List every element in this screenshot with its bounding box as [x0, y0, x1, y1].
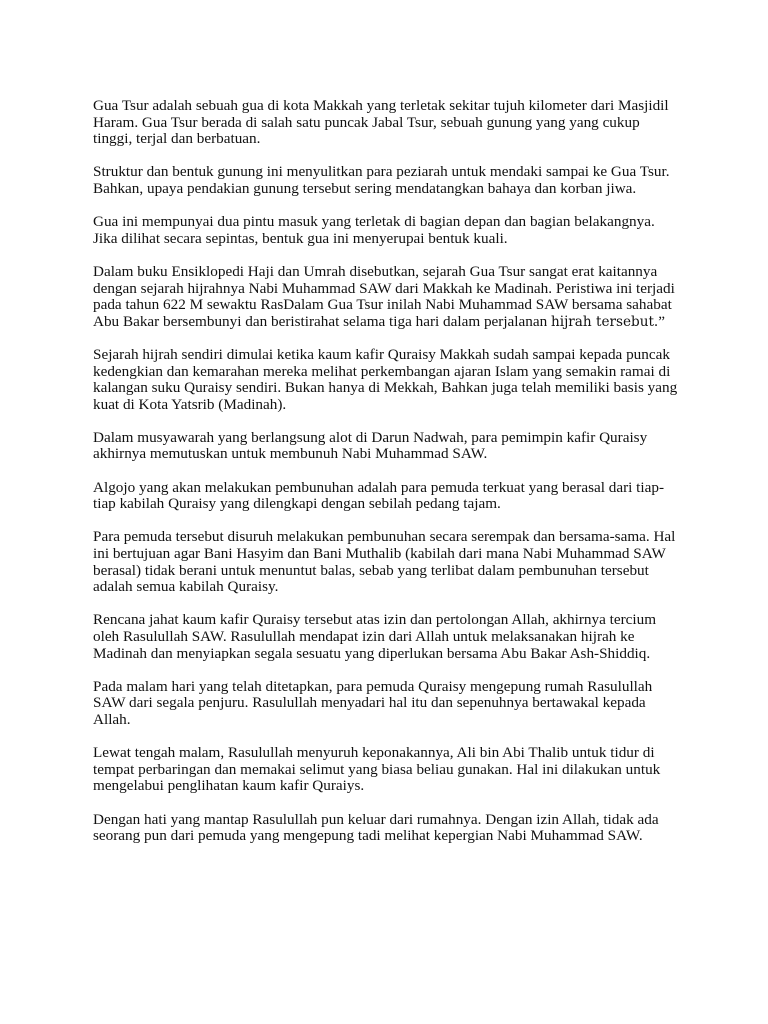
paragraph-4-close-quote: ”	[658, 312, 665, 330]
paragraph-5: Sejarah hijrah sendiri dimulai ketika kaum kafir Quraisy Makkah sudah sampai kepada puncak kedengkian dan kemarahan mereka melihat perkembangan ajaran Islam yang semakin ramai di kalangan suku Quraisy sendiri. Bukan hanya di Mekkah, Bahkan juga telah memiliki basis yang kuat di Kota Yatsrib (Madinah).	[93, 345, 678, 413]
paragraph-10: Pada malam hari yang telah ditetapkan, para pemuda Quraisy mengepung rumah Rasulullah SAW dari segala penjuru. Rasulullah menyadari hal itu dan sepenuhnya bertawakal kepada Allah.	[93, 677, 653, 728]
paragraph-8: Para pemuda tersebut disuruh melakukan pembunuhan secara serempak dan bersama-sama. Hal ini bertujuan agar Bani Hasyim dan Bani Muthalib (kabilah dari mana Nabi Muhammad SAW berasal) tidak berani untuk menuntut balas, sebab yang terlibat dalam pembunuhan tersebut adalah semua kabilah Quraisy.	[93, 528, 676, 596]
paragraph-9: Rencana jahat kaum kafir Quraisy tersebut atas izin dan pertolongan Allah, akhirnya tercium oleh Rasulullah SAW. Rasulullah mendapat izin dari Allah untuk melaksanakan hijrah ke Madinah dan menyiapkan segala sesuatu yang diperlukan bersama Abu Bakar Ash-Shiddiq.	[93, 611, 657, 662]
paragraph-3: Gua ini mempunyai dua pintu masuk yang terletak di bagian depan dan bagian belakangnya. Jika dilihat secara sepintas, bentuk gua ini menyerupai bentuk kuali.	[93, 213, 655, 247]
document-body	[93, 98, 681, 861]
paragraph-2: Struktur dan bentuk gunung ini menyulitkan para peziarah untuk mendaki sampai ke Gua Tsur. Bahkan, upaya pendakian gunung tersebut sering mendatangkan bahaya dan korban jiwa.	[93, 163, 670, 197]
paragraph-11: Lewat tengah malam, Rasulullah menyuruh keponakannya, Ali bin Abi Thalib untuk tidur di tempat perbaringan dan memakai selimut yang biasa beliau gunakan. Hal ini dilakukan untuk mengelabui penglihatan kaum kafir Quraiys.	[93, 744, 661, 795]
paragraph-4-tail: hijrah tersebut.	[550, 313, 659, 330]
paragraph-12: Dengan hati yang mantap Rasulullah pun keluar dari rumahnya. Dengan izin Allah, tidak ada seorang pun dari pemuda yang mengepung tadi melihat kepergian Nabi Muhammad SAW.	[93, 810, 659, 845]
paragraph-4	[93, 264, 681, 330]
paragraph-7: Algojo yang akan melakukan pembunuhan adalah para pemuda terkuat yang berasal dari tiap-tiap kabilah Quraisy yang dilengkapi dengan sebilah pedang tajam.	[93, 478, 664, 513]
paragraph-6: Dalam musyawarah yang berlangsung alot di Darun Nadwah, para pemimpin kafir Quraisy akhirnya memutuskan untuk membunuh Nabi Muhammad SAW.	[93, 428, 648, 463]
paragraph-1: Gua Tsur adalah sebuah gua di kota Makkah yang terletak sekitar tujuh kilometer dari Masjidil Haram. Gua Tsur berada di salah satu puncak Jabal Tsur, sebuah gunung yang yang cukup tinggi, terjal dan berbatuan.	[93, 97, 669, 148]
paragraph-4-text: Dalam buku Ensiklopedi Haji dan Umrah disebutkan, sejarah Gua Tsur sangat erat kaitannya dengan sejarah hijrahnya Nabi Muhammad SAW dari Makkah ke Madinah. Peristiwa ini terjadi pada tahun 622 M sewaktu RasDalam Gua Tsur inilah Nabi Muhammad SAW bersama sahabat Abu Bakar bersembunyi dan beristirahat selama tiga hari dalam perjalanan	[93, 262, 675, 330]
